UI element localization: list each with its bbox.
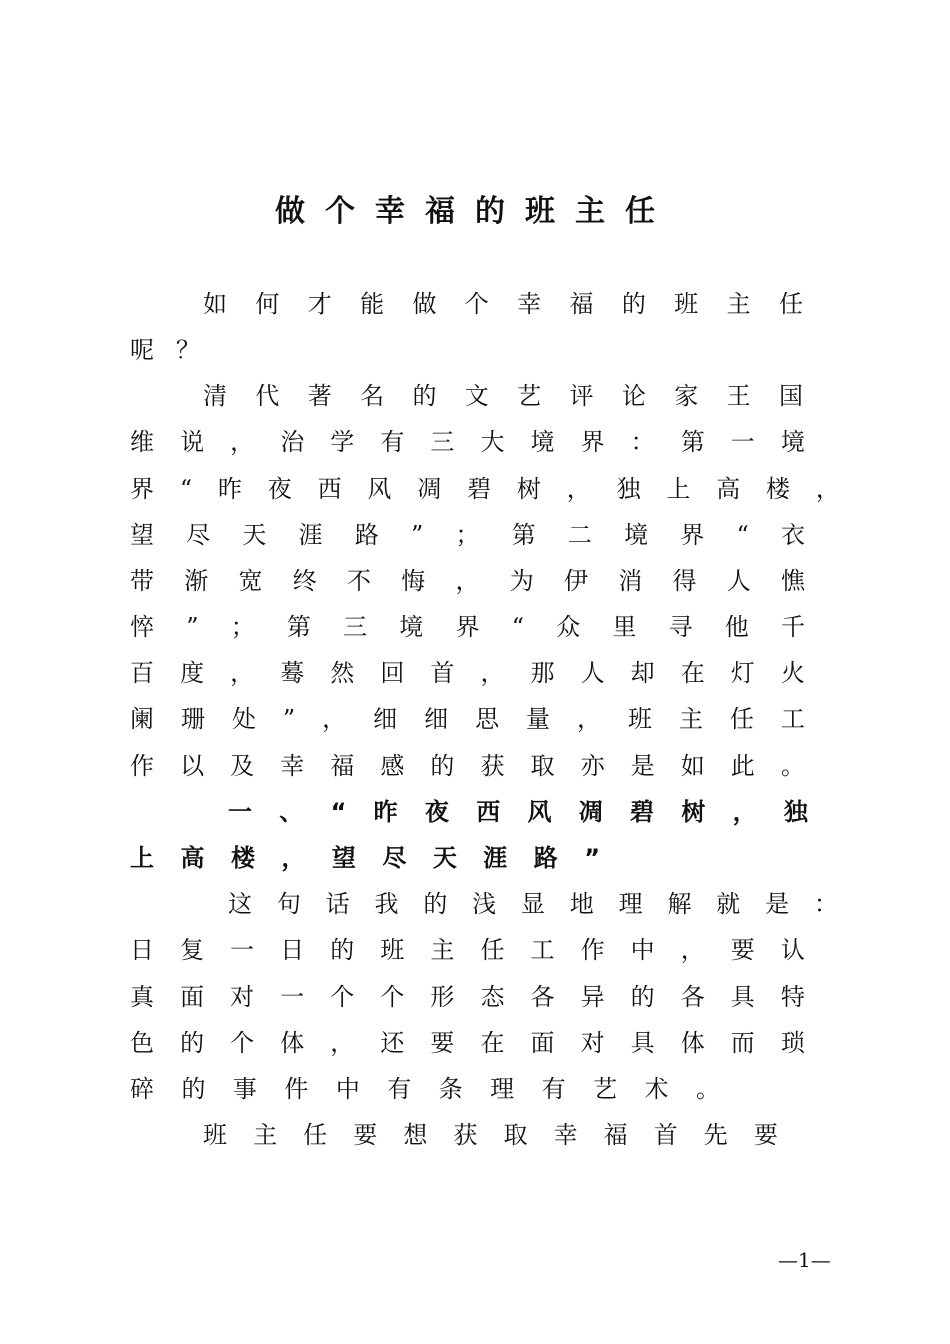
body-line: 呢 ？ [130,336,200,364]
body-line: 清 代 著 名 的 文 艺 评 论 家 王 国 [203,382,803,410]
section-heading-line: 一 、 “ 昨 夜 西 风 凋 碧 树 ， 独 [228,798,808,826]
body-line: 带 渐 宽 终 不 悔 ， 为 伊 消 得 人 憔 [130,567,805,595]
body-line: 如 何 才 能 做 个 幸 福 的 班 主 任 [203,290,803,318]
body-line: 真 面 对 一 个 个 形 态 各 异 的 各 具 特 [130,983,805,1011]
body-line: 阑 珊 处 ” ， 细 细 思 量 ， 班 主 任 工 [130,705,805,733]
section-heading-line: 上 高 楼 ， 望 尽 天 涯 路 ” [130,844,600,872]
page-number: —1— [778,1248,831,1272]
body-line: 这 句 话 我 的 浅 显 地 理 解 就 是 ： [228,890,838,918]
body-line: 百 度 ， 蓦 然 回 首 ， 那 人 却 在 灯 火 [130,659,805,687]
body-line: 望 尽 天 涯 路 ” ； 第 二 境 界 “ 衣 [130,521,805,549]
body-line: 色 的 个 体 ， 还 要 在 面 对 具 体 而 琐 [130,1029,805,1057]
body-line: 界 “ 昨 夜 西 风 凋 碧 树 ， 独 上 高 楼 ， [130,475,840,503]
body-line: 碎 的 事 件 中 有 条 理 有 艺 术 。 [130,1075,720,1103]
body-line: 班 主 任 要 想 获 取 幸 福 首 先 要 [203,1121,778,1149]
body-line: 悴 ” ； 第 三 境 界 “ 众 里 寻 他 千 [130,613,805,641]
body-line: 日 复 一 日 的 班 主 任 工 作 中 ， 要 认 [130,936,805,964]
body-line: 作 以 及 幸 福 感 的 获 取 亦 是 如 此 。 [130,752,805,780]
body-line: 维 说 ， 治 学 有 三 大 境 界 ： 第 一 境 [130,428,805,456]
document-title: 做个幸福的班主任 [275,194,675,229]
